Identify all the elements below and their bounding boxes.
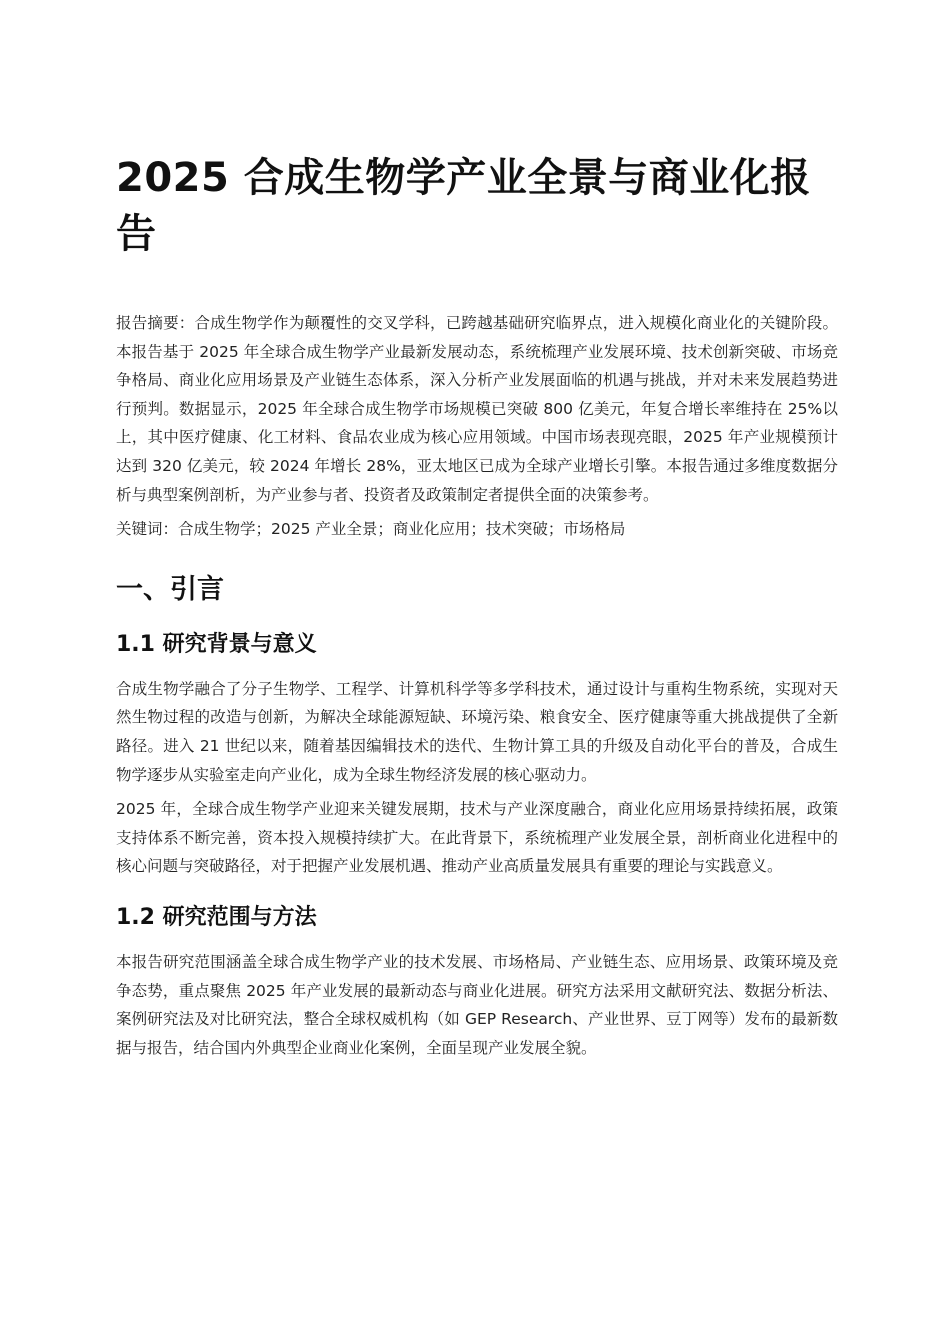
background-paragraph-2: 2025 年，全球合成生物学产业迎来关键发展期，技术与产业深度融合，商业化应用场景持续拓展，政策支持体系不断完善，资本投入规模持续扩大。在此背景下，系统梳理产业发展全景，剖析商业化进程中的核心问题与突破路径，对于把握产业发展机遇、推动产业高质量发展具有重要的理论与实践意义。	[116, 800, 838, 876]
keywords-line: 关键词：合成生物学；2025 产业全景；商业化应用；技术突破；市场格局	[116, 520, 626, 539]
section-heading-introduction: 一、引言	[116, 573, 224, 605]
subsection-heading-background: 1.1 研究背景与意义	[116, 631, 317, 657]
scope-methods-paragraph: 本报告研究范围涵盖全球合成生物学产业的技术发展、市场格局、产业链生态、应用场景、政策环境及竞争态势，重点聚焦 2025 年产业发展的最新动态与商业化进展。研究方法采用文献研究法、数据分析法、案例研究法及对比研究法，整合全球权威机构（如 GEP Research、产业世界、豆丁网等）发布的最新数据与报告，结合国内外典型企业商业化案例，全面呈现产业发展全貌。	[116, 952, 838, 1057]
abstract-paragraph: 报告摘要：合成生物学作为颠覆性的交叉学科，已跨越基础研究临界点，进入规模化商业化的关键阶段。本报告基于 2025 年全球合成生物学产业最新发展动态，系统梳理产业发展环境、技术创新突破、市场竞争格局、商业化应用场景及产业链生态体系，深入分析产业发展面临的机遇与挑战，并对未来发展趋势进行预判。数据显示，2025 年全球合成生物学市场规模已突破 800 亿美元，年复合增长率维持在 25%以上，其中医疗健康、化工材料、食品农业成为核心应用领域。中国市场表现亮眼，2025 年产业规模预计达到 320 亿美元，较 2024 年增长 28%，亚太地区已成为全球产业增长引擎。本报告通过多维度数据分析与典型案例剖析，为产业参与者、投资者及政策制定者提供全面的决策参考。	[116, 314, 838, 504]
subsection-heading-scope-methods: 1.2 研究范围与方法	[116, 904, 317, 930]
document-page	[116, 150, 838, 1062]
document-title: 2025 合成生物学产业全景与商业化报告	[116, 155, 811, 257]
background-paragraph-1: 合成生物学融合了分子生物学、工程学、计算机科学等多学科技术，通过设计与重构生物系统，实现对天然生物过程的改造与创新，为解决全球能源短缺、环境污染、粮食安全、医疗健康等重大挑战提供了全新路径。进入 21 世纪以来，随着基因编辑技术的迭代、生物计算工具的升级及自动化平台的普及，合成生物学逐步从实验室走向产业化，成为全球生物经济发展的核心驱动力。	[116, 679, 838, 784]
